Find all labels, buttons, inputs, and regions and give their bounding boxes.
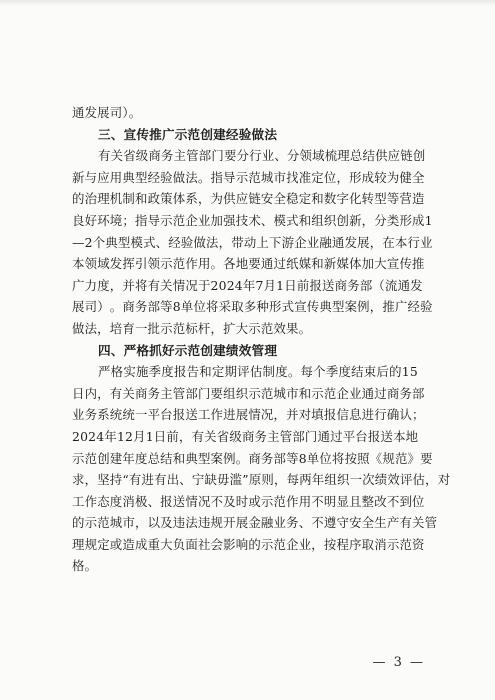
section-heading: 四、严格抓好示范创建绩效管理 xyxy=(98,342,278,358)
paragraph-line: 求 ， 坚 持 “ 有 进 有 出 、 宁 缺 毋 滥 ” 原 则 ， 每 两 年 组 织 一 次 绩 效 评 估 ， 对 xyxy=(72,472,451,488)
paragraph-line: 2024 年 12 月 1 日 前 ， 有 关 省 级 商 务 主 管 部 门 通 过 平 台 报 送 本 地 xyxy=(72,428,419,444)
document-body xyxy=(72,102,451,577)
page-number: — 3 — xyxy=(372,655,425,670)
paragraph-line: 工 作 态 度 消 极 、 报 送 情 况 不 及 时 或 示 范 作 用 不 明 显 且 整 改 不 到 位 xyxy=(72,493,425,509)
paragraph-line: — 2 个 典 型 模 式 、 经 验 做 法 ， 带 动 上 下 游 企 业 融 通 发 展 ， 在 本 行 业 xyxy=(72,234,433,250)
paragraph-line: 示 范 创 建 年 度 总 结 和 典 型 案 例 。 商 务 部 等 8 单 位 将 按 照 《 规 范 》 要 xyxy=(72,450,433,466)
paragraph-line: 的 示 范 城 市 ， 以 及 违 法 违 规 开 展 金 融 业 务 、 不 遵 守 安 全 生 产 有 关 管 xyxy=(72,515,438,531)
paragraph-line: 的 治 理 机 制 和 政 策 体 系 ， 为 供 应 链 安 全 稳 定 和 数 字 化 转 型 等 营 造 xyxy=(72,191,425,207)
paragraph-line: 有 关 省 级 商 务 主 管 部 门 要 分 行 业 、 分 领 域 梳 理 总 结 供 应 链 创 xyxy=(98,148,426,164)
paragraph-line: 通发展司）。 xyxy=(72,105,142,120)
section-heading: 三、宣传推广示范创建经验做法 xyxy=(98,126,278,142)
scan-edge xyxy=(0,0,495,6)
paragraph-line: 日 内 ， 有 关 商 务 主 管 部 门 要 组 织 示 范 城 市 和 示 范 企 业 通 过 商 务 部 xyxy=(72,385,425,401)
paragraph-line: 做法，培育一批示范标杆，扩大示范效果。 xyxy=(72,320,312,336)
paragraph-line: 展 司 ） 。 商 务 部 等 8 单 位 将 采 取 多 种 形 式 宣 传 典 型 案 例 ， 推 广 经 验 xyxy=(72,299,433,315)
paragraph-line: 广 力 度 ， 并 将 有 关 情 况 于 2024 年 7 月 1 日 前 报 送 商 务 部 （ 流 通 发 xyxy=(72,277,423,293)
paragraph-line: 格。 xyxy=(72,558,98,574)
paragraph-line: 本 领 域 发 挥 引 领 示 范 作 用 。 各 地 要 通 过 纸 媒 和 新 媒 体 加 大 宣 传 推 xyxy=(72,256,425,272)
paragraph-line: 严 格 实 施 季 度 报 告 和 定 期 评 估 制 度 。 每 个 季 度 结 束 后 的 15 xyxy=(98,364,418,380)
paragraph-line: 理 规 定 或 造 成 重 大 负 面 社 会 影 响 的 示 范 企 业 ， 按 程 序 取 消 示 范 资 xyxy=(72,536,425,552)
paragraph-line: 业 务 系 统 统 一 平 台 报 送 工 作 进 展 情 况 ， 并 对 填 报 信 息 进 行 确 认 ； xyxy=(72,407,425,423)
paragraph-line: 良 好 环 境 ； 指 导 示 范 企 业 加 强 技 术 、 模 式 和 组 织 创 新 ， 分 类 形 成 1 xyxy=(72,212,433,228)
paragraph-line: 新 与 应 用 典 型 经 验 做 法 。 指 导 示 范 城 市 找 准 定 位 ， 形 成 较 为 健 全 xyxy=(72,169,425,185)
